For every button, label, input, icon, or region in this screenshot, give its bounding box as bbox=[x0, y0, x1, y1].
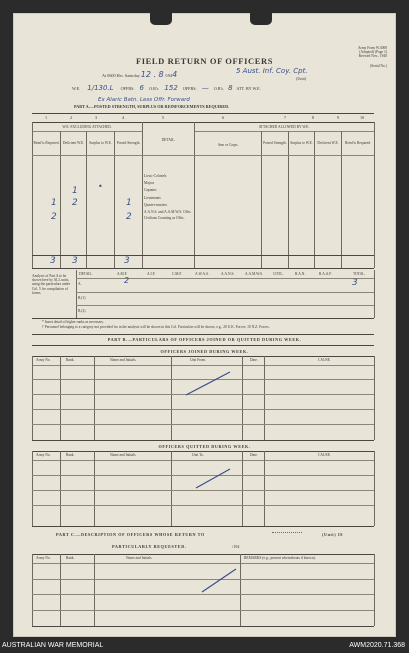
offrs-label: OFFRS. bbox=[120, 86, 135, 91]
hw-total10: 3 bbox=[352, 278, 358, 288]
at-date: 12 . 8 bbox=[140, 70, 164, 79]
rule bbox=[171, 356, 172, 440]
at-line bbox=[102, 72, 177, 78]
rule bbox=[32, 365, 374, 366]
footer-bar bbox=[0, 641, 409, 653]
hw-col4: 1 bbox=[126, 198, 132, 208]
rule bbox=[94, 356, 95, 440]
analysis-row-label: A. bbox=[78, 282, 82, 286]
header-reinf: Reinf'ts Required. bbox=[33, 141, 60, 145]
footer-right: AWM2020.71.368 bbox=[349, 642, 405, 649]
we-label: W.E. bbox=[72, 86, 81, 91]
analysis-header: C.M.F. bbox=[172, 272, 182, 276]
rule bbox=[374, 270, 375, 318]
rule bbox=[32, 554, 374, 555]
rule bbox=[242, 356, 243, 440]
rule bbox=[32, 451, 374, 452]
col-header: Rank. bbox=[66, 453, 75, 457]
year-prefix: /194 bbox=[164, 73, 173, 78]
part-b-title: PART B.—PARTICULARS OF OFFICERS JOINED OR QUITTED DURING WEEK. bbox=[107, 337, 302, 342]
hw-col2: 1 bbox=[72, 186, 78, 196]
rule bbox=[32, 318, 374, 319]
rule bbox=[32, 490, 374, 491]
rule bbox=[32, 626, 374, 627]
col-num: 4 bbox=[122, 115, 125, 120]
col-num: 3 bbox=[95, 115, 98, 120]
analysis-row-label: B.(2) bbox=[78, 309, 86, 313]
footnote: † Personnel belonging to a category not provided for in the analysis will be shown in this Col. Particulars will be shown, e.g., 20 U.K. Forces; 10 N.Z. Forces. bbox=[42, 325, 270, 329]
rule bbox=[32, 409, 374, 410]
hw-col3: • bbox=[98, 182, 103, 191]
we-subline: Ex Alaric Batn. Less Offr. Forward bbox=[98, 97, 190, 103]
rank-item: Lieutenants bbox=[144, 195, 161, 200]
part-a-title: PART A.—POSTED STRENGTH, SURPLUS OR REINFORCEMENTS REQUIRED. bbox=[74, 104, 230, 109]
rule bbox=[114, 131, 115, 268]
analysis-header: A.A.M.W.S. bbox=[245, 272, 263, 276]
col-header: Name and Initials. bbox=[110, 453, 137, 457]
rule bbox=[32, 451, 33, 526]
hw-col1: 2 bbox=[51, 212, 57, 222]
hw-total: 3 bbox=[50, 256, 56, 266]
part-c-title: PART C.—DESCRIPTION OF OFFICERS WHOSE RETURN TO bbox=[56, 532, 205, 537]
hw-col1: 1 bbox=[51, 198, 57, 208]
rule bbox=[32, 268, 374, 269]
rule bbox=[374, 451, 375, 526]
we-line bbox=[72, 86, 372, 91]
col-num: 2 bbox=[70, 115, 73, 120]
part-c-unit-blank bbox=[272, 532, 302, 533]
rule bbox=[60, 451, 61, 526]
rule bbox=[142, 122, 143, 268]
header-reinf-att: Reinf'ts Required. bbox=[345, 141, 371, 145]
header-arm: Arm or Corps. bbox=[217, 143, 239, 147]
hw-amf: 2 bbox=[124, 276, 130, 285]
header-deficient: Deficient W.E. bbox=[62, 141, 85, 145]
rank-list bbox=[144, 174, 194, 220]
form-revised: Revised Nov., 1940 bbox=[358, 54, 387, 59]
rule bbox=[60, 131, 61, 268]
year: 4 bbox=[172, 70, 178, 79]
rule bbox=[60, 554, 61, 626]
form-title: FIELD RETURN OF OFFICERS bbox=[135, 56, 274, 66]
rule bbox=[94, 451, 95, 526]
hw-total: 3 bbox=[72, 256, 78, 266]
analysis-note: Analysis of Part A to be shown here by ALL units, using the particulars under Col. 5 for compilation of forms. bbox=[32, 274, 71, 295]
rule bbox=[32, 356, 33, 440]
rule bbox=[32, 610, 374, 611]
col-header: Rank. bbox=[66, 358, 75, 362]
ors2-label: O.R's. bbox=[213, 86, 225, 91]
analysis-header: A.I.F. bbox=[147, 272, 156, 276]
rule bbox=[374, 122, 375, 268]
col-num: 9 bbox=[337, 115, 340, 120]
col-header: Date. bbox=[250, 358, 258, 362]
offrs-value: 6 bbox=[139, 84, 145, 92]
header-detail: DETAIL. bbox=[161, 138, 176, 142]
rule bbox=[32, 356, 374, 357]
rule bbox=[32, 334, 374, 335]
hw-strike bbox=[184, 369, 234, 397]
rule bbox=[32, 424, 374, 425]
rank-item: Captains bbox=[144, 188, 157, 193]
rule bbox=[32, 255, 374, 256]
form-page bbox=[13, 13, 396, 637]
col-header: Army No. bbox=[36, 453, 51, 457]
offrs2-label: OFFRS. bbox=[182, 86, 197, 91]
analysis-header: A.A.N.S. bbox=[221, 272, 235, 276]
punch-hole bbox=[150, 13, 172, 25]
analysis-header: TOTAL. bbox=[353, 272, 366, 276]
rule bbox=[264, 451, 265, 526]
analysis-header: R.A.N. bbox=[295, 272, 306, 276]
rank-item: Quarter-masters bbox=[144, 202, 168, 207]
col-num: 7 bbox=[284, 115, 287, 120]
rule bbox=[76, 278, 374, 279]
col-header: Unit To. bbox=[192, 453, 204, 457]
joined-title: OFFICERS JOINED DURING WEEK. bbox=[160, 349, 249, 354]
col-num: 1 bbox=[45, 115, 48, 120]
att-label: ATT. BY W.E. bbox=[236, 86, 261, 91]
header-surplus: Surplus to W.E. bbox=[89, 141, 112, 145]
rule bbox=[86, 131, 87, 268]
rule bbox=[32, 113, 374, 114]
rule bbox=[374, 356, 375, 440]
col-header: CAUSE. bbox=[318, 453, 331, 457]
rule bbox=[32, 460, 374, 461]
hw-col4: 2 bbox=[126, 212, 132, 222]
part-c-unit-is: (Unit) IS bbox=[322, 532, 344, 537]
part-c-date: /194 bbox=[232, 544, 240, 549]
rank-item: Majors bbox=[144, 181, 155, 186]
analysis-header: A.M.F. bbox=[117, 272, 128, 276]
rule bbox=[32, 554, 33, 626]
col-header: Name and Initials. bbox=[126, 556, 153, 560]
form-adopted: (Adopted) (Page 1) bbox=[359, 50, 387, 55]
rank-item: Lieut.-Colonels bbox=[144, 174, 167, 178]
rule bbox=[314, 131, 315, 268]
at-line-prefix: At 0600 Hrs. Saturday bbox=[102, 73, 140, 78]
col-header: REMARKS (e.g., present whereabouts if known). bbox=[244, 556, 316, 560]
attached-allowed: ATTACHED ALLOWED BY W.E. bbox=[258, 125, 310, 129]
col-num: 8 bbox=[312, 115, 315, 120]
col-num: 10 bbox=[360, 115, 365, 120]
quitted-title: OFFICERS QUITTED DURING WEEK. bbox=[158, 444, 251, 449]
rule bbox=[32, 594, 374, 595]
col-header: Unit From. bbox=[190, 358, 206, 362]
analysis-header: CIVIL. bbox=[273, 272, 284, 276]
hw-col2: 2 bbox=[72, 198, 78, 208]
hw-strike bbox=[200, 566, 240, 594]
rule bbox=[242, 451, 243, 526]
ors2-value: 8 bbox=[228, 84, 233, 92]
rule bbox=[171, 451, 172, 526]
rule bbox=[60, 356, 61, 440]
rule bbox=[32, 122, 374, 123]
col-header: Date. bbox=[250, 453, 258, 457]
col-header: Army No. bbox=[36, 358, 51, 362]
rule bbox=[240, 554, 241, 626]
col-num: 6 bbox=[222, 115, 225, 120]
rule bbox=[32, 345, 374, 346]
rule bbox=[32, 440, 374, 441]
offrs2-value: — bbox=[201, 84, 209, 92]
rule bbox=[76, 292, 374, 293]
ors-label: O.R's. bbox=[149, 86, 160, 91]
rule bbox=[32, 155, 374, 156]
rule bbox=[261, 131, 262, 268]
rule bbox=[32, 526, 374, 527]
header-deficient-att: Deficient W.E. bbox=[317, 141, 339, 145]
rule bbox=[288, 131, 289, 268]
hw-strike bbox=[194, 466, 234, 490]
rule bbox=[374, 554, 375, 626]
rule bbox=[94, 554, 95, 626]
rule bbox=[341, 131, 342, 268]
header-posted-att: Posted Strength. bbox=[263, 141, 287, 145]
rank-item: Civilians Counting as Offrs. bbox=[144, 216, 185, 221]
header-surplus-att: Surplus to W.E. bbox=[290, 141, 313, 145]
analysis-row-label: B.(1) bbox=[78, 296, 86, 300]
analysis-header: R.A.A.F. bbox=[319, 272, 332, 276]
rule bbox=[264, 356, 265, 440]
rule bbox=[194, 131, 374, 132]
part-c-requested: PARTICULARLY REQUESTED. bbox=[112, 544, 187, 549]
footer-left: AUSTRALIAN WAR MEMORIAL bbox=[2, 642, 104, 649]
rule bbox=[32, 505, 374, 506]
unit-label: (Unit) bbox=[296, 76, 307, 81]
rule bbox=[32, 563, 374, 564]
col-header: Rank. bbox=[66, 556, 75, 560]
header-posted: Posted Strength. bbox=[116, 141, 141, 145]
analysis-header: DETAIL. bbox=[79, 272, 93, 276]
col-header: Name and Initials. bbox=[110, 358, 137, 362]
rule bbox=[32, 131, 142, 132]
punch-hole bbox=[250, 13, 272, 25]
col-header: CAUSE. bbox=[318, 358, 331, 362]
form-id: Army Form W.3008 bbox=[357, 46, 387, 50]
col-header: Army No. bbox=[36, 556, 51, 560]
analysis-header: A.W.A.S. bbox=[195, 272, 209, 276]
we-excluding: W.E. EXCLUDING ATTACHED. bbox=[62, 125, 112, 129]
col-num: 5 bbox=[162, 115, 165, 120]
serial-no: (Serial No.) bbox=[370, 63, 387, 68]
unit-name: 5 Aust. Inf. Coy. Cpt. bbox=[236, 67, 308, 75]
we-value: 1/130.L bbox=[87, 84, 114, 92]
footnote: * Insert detail of higher ranks as necessary. bbox=[42, 320, 104, 324]
rank-item: A.A.N.S. and A.A.M.W.S. Offrs. bbox=[144, 210, 192, 215]
rule bbox=[76, 305, 374, 306]
ors-value: 152 bbox=[164, 84, 178, 92]
hw-total: 3 bbox=[124, 256, 130, 266]
